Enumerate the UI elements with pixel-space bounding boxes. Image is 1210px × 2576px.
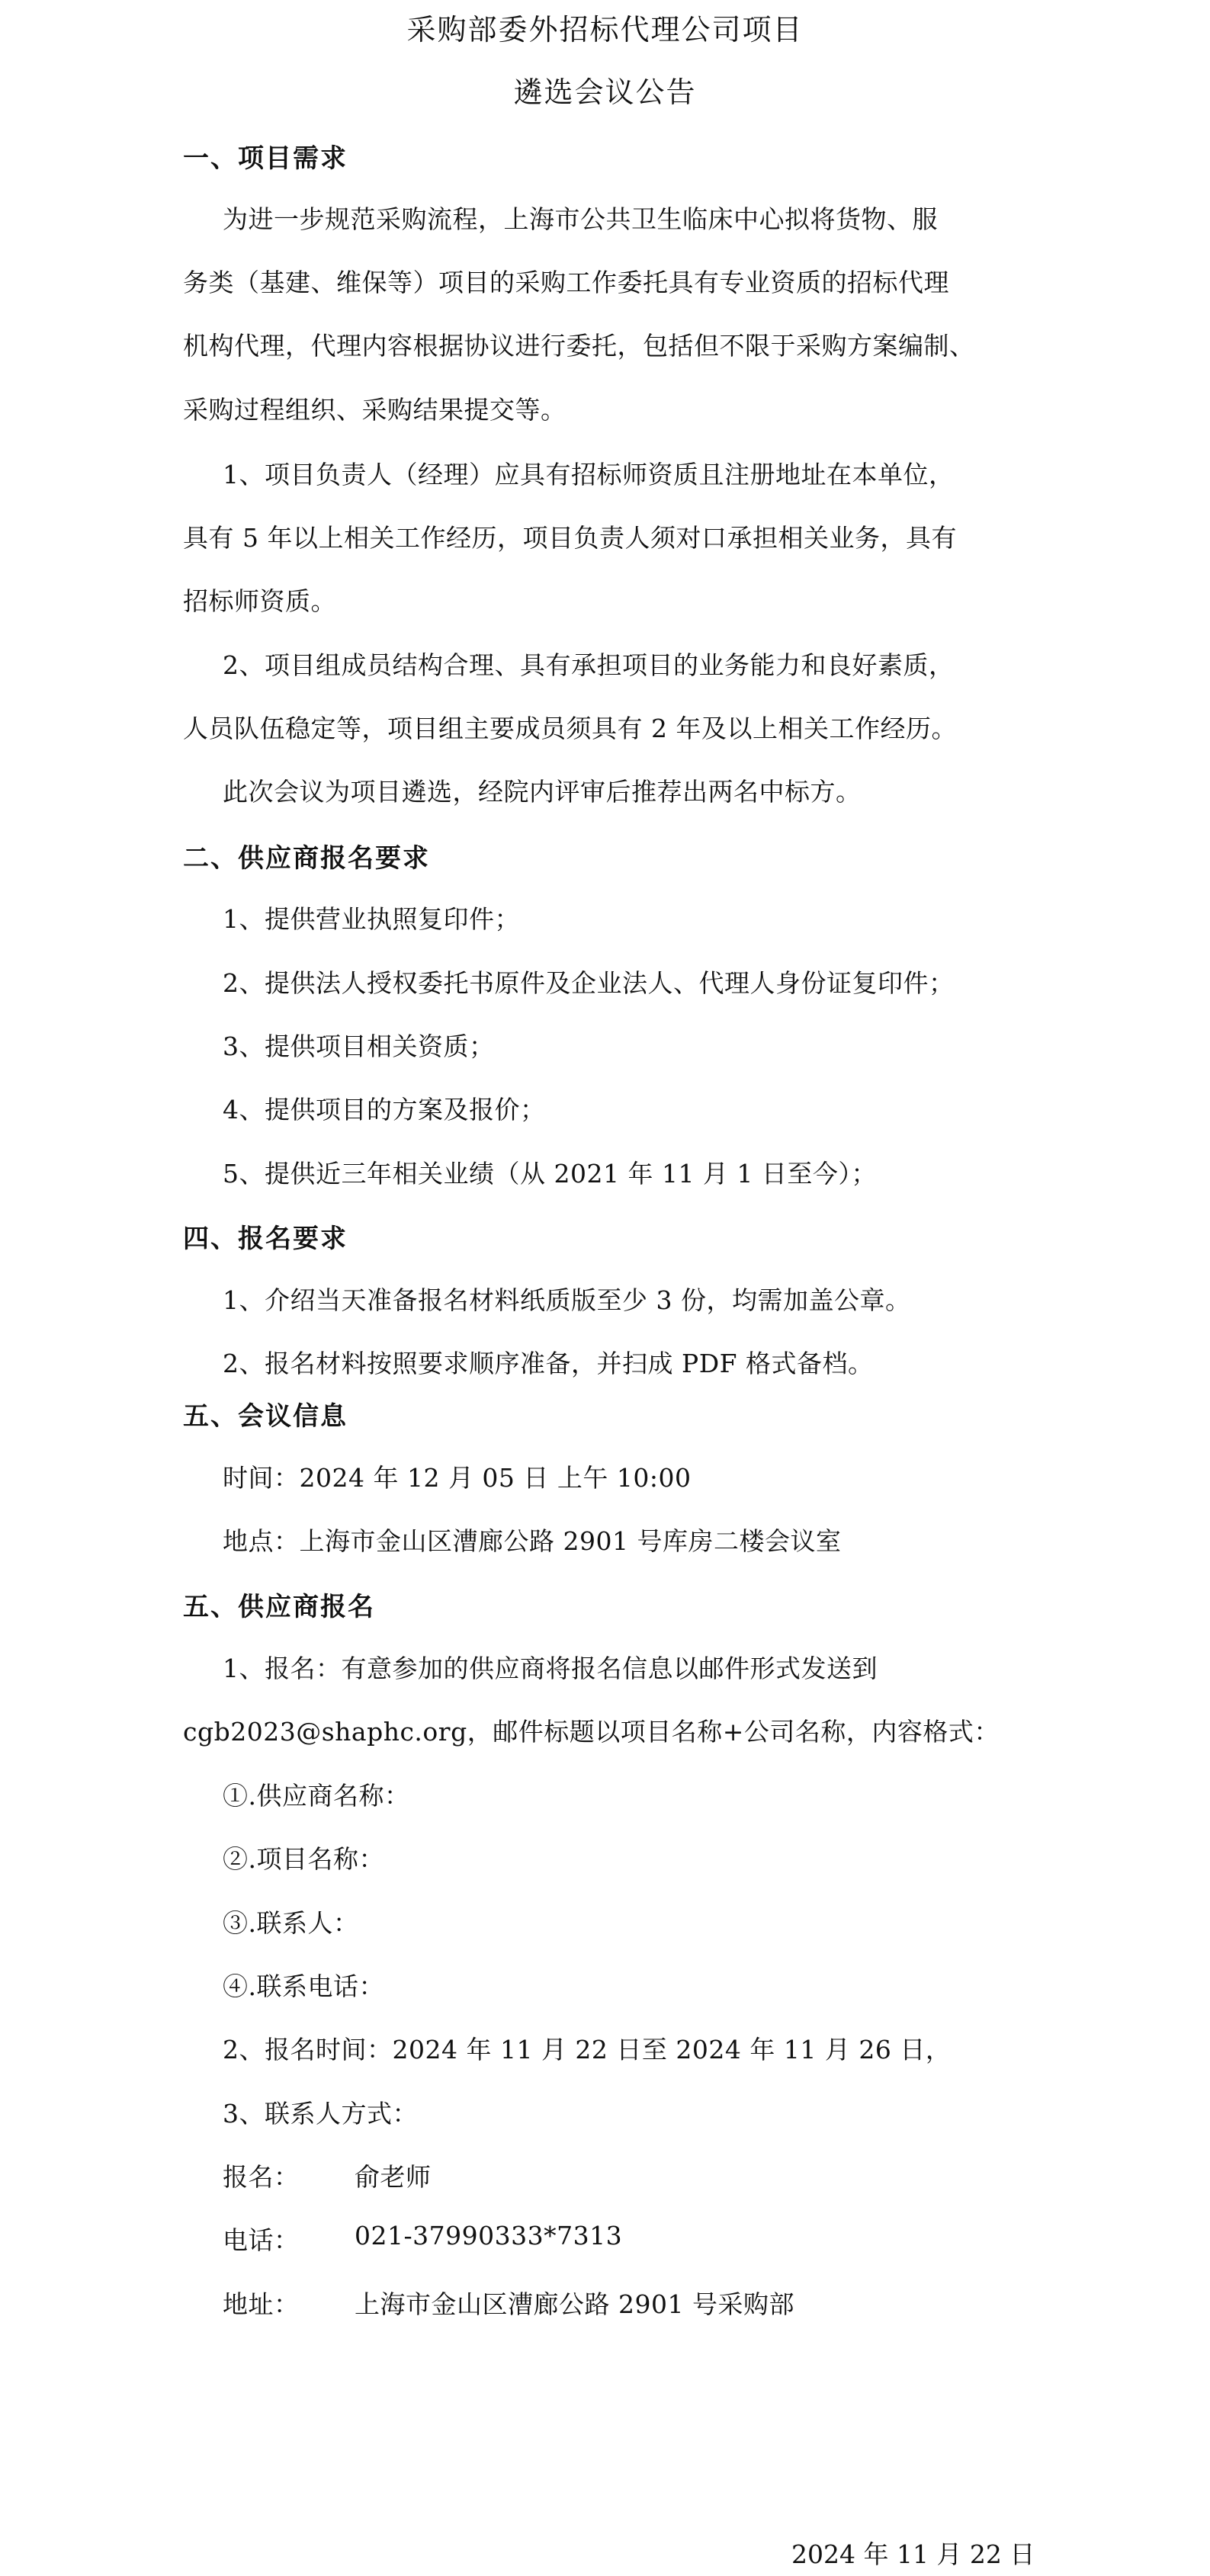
form-field-contact-phone: ④.联系电话： — [223, 1971, 384, 2001]
contact-label-address: 地址： — [223, 2289, 300, 2319]
document-title-line1: 采购部委外招标代理公司项目 — [406, 13, 804, 47]
section-heading-signup-requirements: 四、报名要求 — [183, 1224, 348, 1254]
section-heading-requirements: 一、项目需求 — [183, 143, 348, 174]
supplier-requirement-item: 3、提供项目相关资质； — [223, 1031, 495, 1061]
announcement-date: 2024 年 11 月 22 日 — [791, 2539, 1035, 2569]
section-heading-meeting-info: 五、会议信息 — [183, 1401, 348, 1432]
requirement-1-line-1: 1、项目负责人（经理）应具有招标师资质且注册地址在本单位， — [223, 460, 955, 489]
signup-requirement-item: 2、报名材料按照要求顺序准备，并扫成 PDF 格式备档。 — [223, 1349, 874, 1378]
supplier-requirement-item: 4、提供项目的方案及报价； — [223, 1095, 546, 1124]
intro-line-2: 务类（基建、维保等）项目的采购工作委托具有专业资质的招标代理 — [183, 268, 949, 297]
form-field-supplier-name: ①.供应商名称： — [223, 1781, 410, 1811]
signup-instruction-line-2: cgb2023@shaphc.org，邮件标题以项目名称+公司名称，内容格式： — [183, 1717, 1000, 1747]
selection-note: 此次会议为项目遴选，经院内评审后推荐出两名中标方。 — [223, 777, 862, 807]
section-heading-supplier-signup: 五、供应商报名 — [183, 1592, 375, 1622]
signup-period: 2、报名时间：2024 年 11 月 22 日至 2024 年 11 月 26 日， — [223, 2035, 952, 2064]
supplier-requirement-item: 2、提供法人授权委托书原件及企业法人、代理人身份证复印件； — [223, 968, 955, 998]
meeting-time: 时间：2024 年 12 月 05 日 上午 10:00 — [223, 1463, 692, 1493]
signup-instruction-line-1: 1、报名：有意参加的供应商将报名信息以邮件形式发送到 — [223, 1654, 878, 1683]
contact-label-signup: 报名： — [223, 2162, 300, 2192]
intro-line-3: 机构代理，代理内容根据协议进行委托，包括但不限于采购方案编制、 — [183, 331, 975, 361]
intro-line-4: 采购过程组织、采购结果提交等。 — [183, 395, 566, 425]
form-field-contact-person: ③.联系人： — [223, 1908, 359, 1938]
requirement-1-line-2: 具有 5 年以上相关工作经历，项目负责人须对口承担相关业务，具有 — [183, 523, 957, 553]
form-field-project-name: ②.项目名称： — [223, 1844, 384, 1874]
contact-heading: 3、联系人方式： — [223, 2099, 418, 2128]
section-heading-supplier-requirements: 二、供应商报名要求 — [183, 843, 430, 874]
contact-value-phone: 021-37990333*7313 — [355, 2221, 623, 2250]
signup-requirement-item: 1、介绍当天准备报名材料纸质版至少 3 份，均需加盖公章。 — [223, 1285, 911, 1315]
supplier-requirement-item: 1、提供营业执照复印件； — [223, 904, 520, 934]
intro-line-1: 为进一步规范采购流程，上海市公共卫生临床中心拟将货物、服 — [223, 204, 938, 234]
requirement-2-line-2: 人员队伍稳定等，项目组主要成员须具有 2 年及以上相关工作经历。 — [183, 714, 957, 743]
requirement-2-line-1: 2、项目组成员结构合理、具有承担项目的业务能力和良好素质， — [223, 650, 955, 680]
document-title-line2: 遴选会议公告 — [513, 75, 697, 109]
requirement-1-line-3: 招标师资质。 — [183, 586, 336, 616]
contact-value-address: 上海市金山区漕廊公路 2901 号采购部 — [355, 2289, 794, 2319]
meeting-location: 地点：上海市金山区漕廊公路 2901 号库房二楼会议室 — [223, 1526, 842, 1556]
supplier-requirement-item: 5、提供近三年相关业绩（从 2021 年 11 月 1 日至今）； — [223, 1159, 877, 1189]
contact-value-signup: 俞老师 — [355, 2162, 432, 2192]
contact-label-phone: 电话： — [223, 2225, 300, 2255]
